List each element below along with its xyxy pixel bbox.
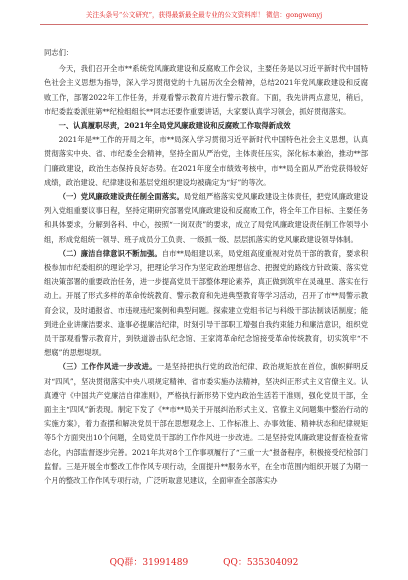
footer-qq: QQ：535304092: [223, 558, 299, 568]
subsection-3-title: （三）工作作风进一步改进。: [58, 362, 157, 372]
footer-contact: [40, 554, 368, 572]
subsection-3-text: 一是坚持把执行党的政治纪律、政治规矩放在首位，旗帜鲜明反对“四风”，坚决贯彻落实中央八项规定精神、省市委实施办法精神，坚决纠正形式主义官僚主义。认真遵守《中国共产党廉洁自律准则》，严格执行新形势下党内政治生活若干准则，强化党员干部，全面主主“四风”新表现。制定下发了《**市**局关于开展纠治形式主义、官僚主义问题集中整治行动的实施方案》，着力查摆和解决党员干部在思想观念上、工作标准上、办事效能、精神状态和纪律规矩等5个方面突出10个问题，全局党员干部的工作作风进一步改进。二是坚持党风廉政建设督查检查常态化，内部监督逐步完善。2021年共对8个工作事项履行了“三重一大”报备程序，积极接受纪检部门监督。三是开展全市整改工作作风专项行动，全面提升**服务水平，在全市范围内组织开展了为期一个月的整改工作作风专项行动，广泛听取意见建议，全面审查全部落实办: [44, 362, 368, 486]
subsection-1-title: （一）党风廉政建设责任制全面落实。: [58, 192, 184, 202]
section-1-heading: 一、认真履职尽责，2021年全局党风廉政建设和反腐败工作取得新成效: [58, 121, 291, 131]
intro-paragraph: 今天，我们召开全市**系统党风廉政建设和反腐败工作会议，主要任务是以习近平新时代中国特色社会主义思想为指导，深入学习贯彻党的十九届历次全会精神，总结2021年党风廉政建设和反腐败工作，部署2022年工作任务，并观看警示教育片进行警示教育。下面，我先讲两点意见，稍后，市纪委监委派驻第**纪检组组长**同志还要作重要讲话，大家要认真学习领会，抓好贯彻落实。: [44, 64, 368, 116]
subsection-2-text: 自市**局组建以来，局党组高度重视对党员干部的教育，要求积极参加市纪委组织的理论学习，把理论学习作为坚定政治理想信念、把握党的路线方针政策、落实党组决策部署的重要政治任务，进一步提高党员干部整体理论素养，真正做到筑牢在灵魂里、落实在行动上。开展了形式多样的革命传统教育、警示教育和先进典型教育等学习活动，召开了市**局警示教育会议，及时通报省、市违规违纪案例和典型问题。探索建立党组书记与科级干部法制谈话制度；能到进企业讲廉洁要求、逢事必提廉洁纪律，时刻引导干部职工增强自我约束能力和廉洁意识，组织党员干部观看警示教育片，到铁道游击队纪念馆、王家湾革命纪念馆接受革命传统教育，切实筑牢“不想腐”的思想堤坝。: [44, 248, 369, 358]
subsection-2: [44, 247, 368, 361]
header-divider: [40, 24, 368, 25]
document-body: [44, 30, 368, 488]
salutation: 同志们：: [44, 48, 74, 57]
header-banner: 关注头条号“公文研究”，获得最新最全最专业的公文资料库！ 微信：gongwenyj: [85, 11, 323, 19]
subsection-2-title: （二）廉洁自律意识不断加强。: [58, 248, 162, 258]
subsection-1-text: 局党组严格落实党风廉政建设主体责任，把党风廉政建设列入党组重要议事日程，坚持定期研究部署党风廉政建设和反腐败工作，将全年工作目标、主要任务和具体要求，分解到各科、中心，按照“一岗双责”的要求，成立了局党风廉政建设责任制工作领导小组，形成党组统一领导、班子成员分工负责、一级抓一级、层层抓落实的党风廉政建设领导体制。: [44, 192, 368, 244]
section-1-paragraph: 2021年是**工作的开局之年，市**局深入学习贯彻习近平新时代中国特色社会主义思想，认真贯彻落实中央、省、市纪委全会精神，坚持全面从严治党，主体责任压实，深化标本兼治，推动**部门廉政建设，政治生态保持良好态势。在2021年度全市绩效考核中，市**局全面从严治党获得较好成绩，政治建设、纪律建设和基层党组织建设均被确定为“好”的等次。: [44, 135, 368, 187]
footer-qq-group: QQ群：31991489: [109, 558, 189, 568]
subsection-3: [44, 360, 368, 488]
subsection-1: [44, 190, 368, 247]
